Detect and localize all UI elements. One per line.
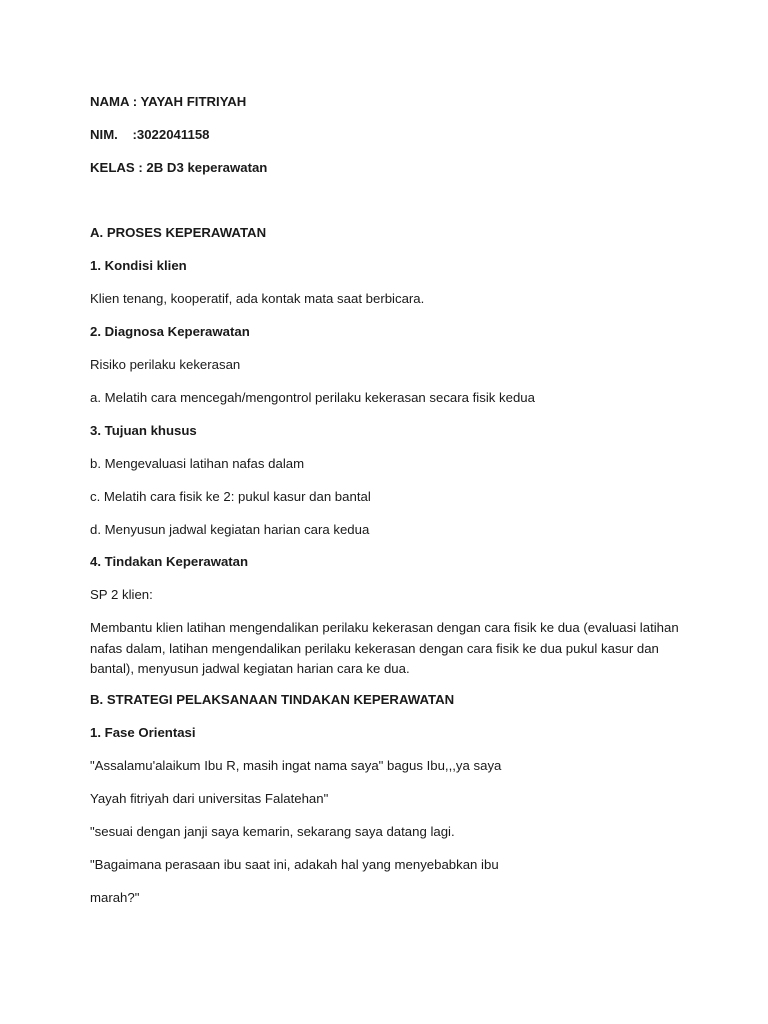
sp-label: SP 2 klien: [90, 587, 153, 602]
dialog-line-3: "sesuai dengan janji saya kemarin, sekarang saya datang lagi. [90, 824, 455, 839]
dialog-line-5: marah?" [90, 890, 140, 905]
student-name: NAMA : YAYAH FITRIYAH [90, 94, 247, 109]
heading-kondisi-klien: 1. Kondisi klien [90, 258, 187, 273]
dialog-line-2: Yayah fitriyah dari universitas Falatehan" [90, 791, 329, 806]
heading-diagnosa: 2. Diagnosa Keperawatan [90, 324, 250, 339]
heading-tindakan: 4. Tindakan Keperawatan [90, 554, 249, 569]
list-item-c: c. Melatih cara fisik ke 2: pukul kasur dan bantal [90, 489, 371, 504]
diagnosa-text: Risiko perilaku kekerasan [90, 357, 241, 372]
dialog-line-1: "Assalamu'alaikum Ibu R, masih ingat nama saya" bagus Ibu,,,ya saya [90, 758, 502, 773]
heading-tujuan-khusus: 3. Tujuan khusus [90, 423, 197, 438]
list-item-d: d. Menyusun jadwal kegiatan harian cara kedua [90, 522, 370, 537]
list-item-a: a. Melatih cara mencegah/mengontrol perilaku kekerasan secara fisik kedua [90, 390, 535, 405]
section-a-title: A. PROSES KEPERAWATAN [90, 225, 267, 240]
student-nim: NIM. :3022041158 [90, 127, 210, 142]
heading-fase-orientasi: 1. Fase Orientasi [90, 725, 196, 740]
student-class: KELAS : 2B D3 keperawatan [90, 160, 268, 175]
tindakan-paragraph: Membantu klien latihan mengendalikan perilaku kekerasan dengan cara fisik ke dua (evaluasi latihan nafas dalam, latihan mengendalikan perilaku kekerasan dengan cara fisik ke dua pukul kasur dan bantal), menyusun jadwal kegiatan harian cara ke dua. [90, 620, 679, 676]
section-b-title: B. STRATEGI PELAKSANAAN TINDAKAN KEPERAWATAN [90, 692, 455, 707]
dialog-line-4: "Bagaimana perasaan ibu saat ini, adakah hal yang menyebabkan ibu [90, 857, 499, 872]
kondisi-text: Klien tenang, kooperatif, ada kontak mata saat berbicara. [90, 291, 425, 306]
list-item-b: b. Mengevaluasi latihan nafas dalam [90, 456, 305, 471]
